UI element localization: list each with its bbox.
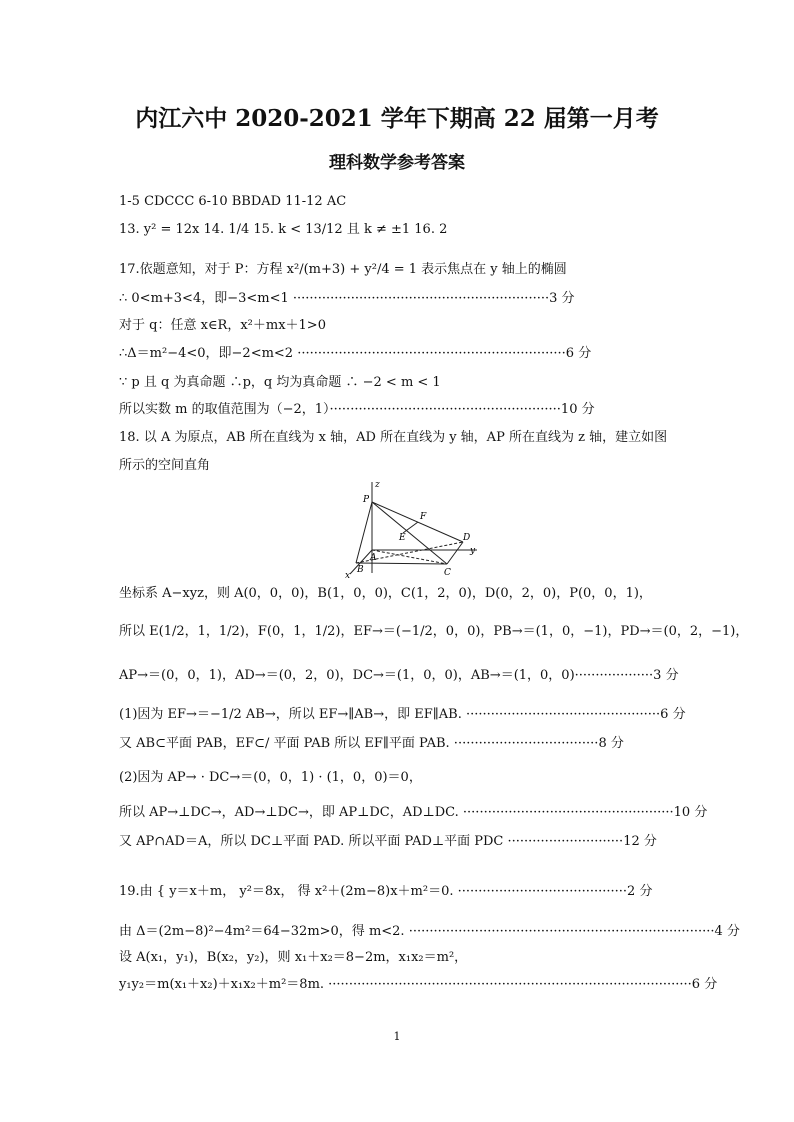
q19-line-2: 由 Δ＝(2m−8)²−4m²＝64−32m>0，得 m<2. ··········································································4 分 [119,924,740,939]
edge-CD [447,542,463,564]
edge-BC [356,563,447,564]
q17-line-4: ∴Δ＝m²−4<0，即−2<m<2 ·································································6 分 [119,346,592,361]
q17-line-3: 对于 q：任意 x∈R，x²＋mx＋1>0 [119,318,326,333]
q19-line-4: y₁y₂＝m(x₁＋x₂)＋x₁x₂＋m²＝8m. ························································································6 分 [119,977,718,992]
label-P: P [363,495,370,505]
label-A: A [370,553,377,563]
q18-line-2: 所示的空间直角 [119,458,211,473]
page-subtitle: 理科数学参考答案 [329,153,465,173]
answers-fill: 13. y² = 12x 14. 1/4 15. k < 13/12 且 k ≠ ±1 16. 2 [119,222,448,237]
label-B: B [357,565,364,575]
label-z: z [375,480,380,490]
q17-line-6: 所以实数 m 的取值范围为（−2，1）························································10 分 [119,402,595,417]
q17-line-5: ∵ p 且 q 为真命题 ∴p，q 均为真命题 ∴ −2 < m < 1 [119,375,441,390]
label-D: D [463,533,471,543]
label-x: x [345,571,351,578]
q19-line-1: 19.由 { y＝x＋m， y²＝8x， 得 x²＋(2m−8)x＋m²＝0. ·········································2 分 [119,884,653,899]
q18-line-9: 所以 AP→⊥DC→，AD→⊥DC→，即 AP⊥DC，AD⊥DC. ···················································10 分 [119,805,708,820]
page-number: 1 [393,1030,401,1043]
q19-line-3: 设 A(x₁，y₁)，B(x₂，y₂)，则 x₁＋x₂＝8−2m，x₁x₂＝m²， [119,950,468,965]
label-y: y [470,546,476,556]
q18-line-3: 坐标系 A−xyz，则 A(0，0，0)，B(1，0，0)，C(1，2，0)，D(0，2，0)，P(0，0，1)， [119,586,652,601]
label-C: C [444,568,451,578]
answers-mc: 1-5 CDCCC 6-10 BBDAD 11-12 AC [119,194,347,209]
label-F: F [420,512,427,522]
q17-line-1: 17.依题意知，对于 P：方程 x²/(m+3) + y²/4 = 1 表示焦点在 y 轴上的椭圆 [119,262,567,277]
edge-AC [372,550,447,564]
page-title: 内江六中 2020-2021 学年下期高 22 届第一月考 [135,105,659,132]
q18-line-7: 又 AB⊂平面 PAB，EF⊂/ 平面 PAB 所以 EF∥平面 PAB. ···································8 分 [119,736,624,751]
q18-line-5: AP→＝(0，0，1)，AD→＝(0，2，0)，DC→＝(1，0，0)，AB→＝(1，0，0)···················3 分 [119,668,679,683]
q18-line-8: (2)因为 AP→ · DC→＝(0，0，1) · (1，0，0)＝0， [119,770,422,785]
coordinate-figure [335,478,485,578]
q18-line-10: 又 AP∩AD＝A，所以 DC⊥平面 PAD. 所以平面 PAD⊥平面 PDC ····························12 分 [119,834,657,849]
edge-PC [372,502,447,564]
label-E: E [399,533,406,543]
segment-EF [403,522,418,533]
q17-line-2: ∴ 0<m+3<4，即−3<m<1 ······························································3 分 [119,291,575,306]
q18-line-4: 所以 E(1/2，1，1/2)，F(0，1，1/2)，EF→＝(−1/2，0，0)，PB→＝(1，0，−1)，PD→＝(0，2，−1)， [119,624,749,639]
q18-line-6: (1)因为 EF→＝−1/2 AB→，所以 EF→∥AB→，即 EF∥AB. ···············································6 分 [119,707,686,722]
q18-line-1: 18. 以 A 为原点，AB 所在直线为 x 轴，AD 所在直线为 y 轴，AP 所在直线为 z 轴，建立如图 [119,430,668,445]
